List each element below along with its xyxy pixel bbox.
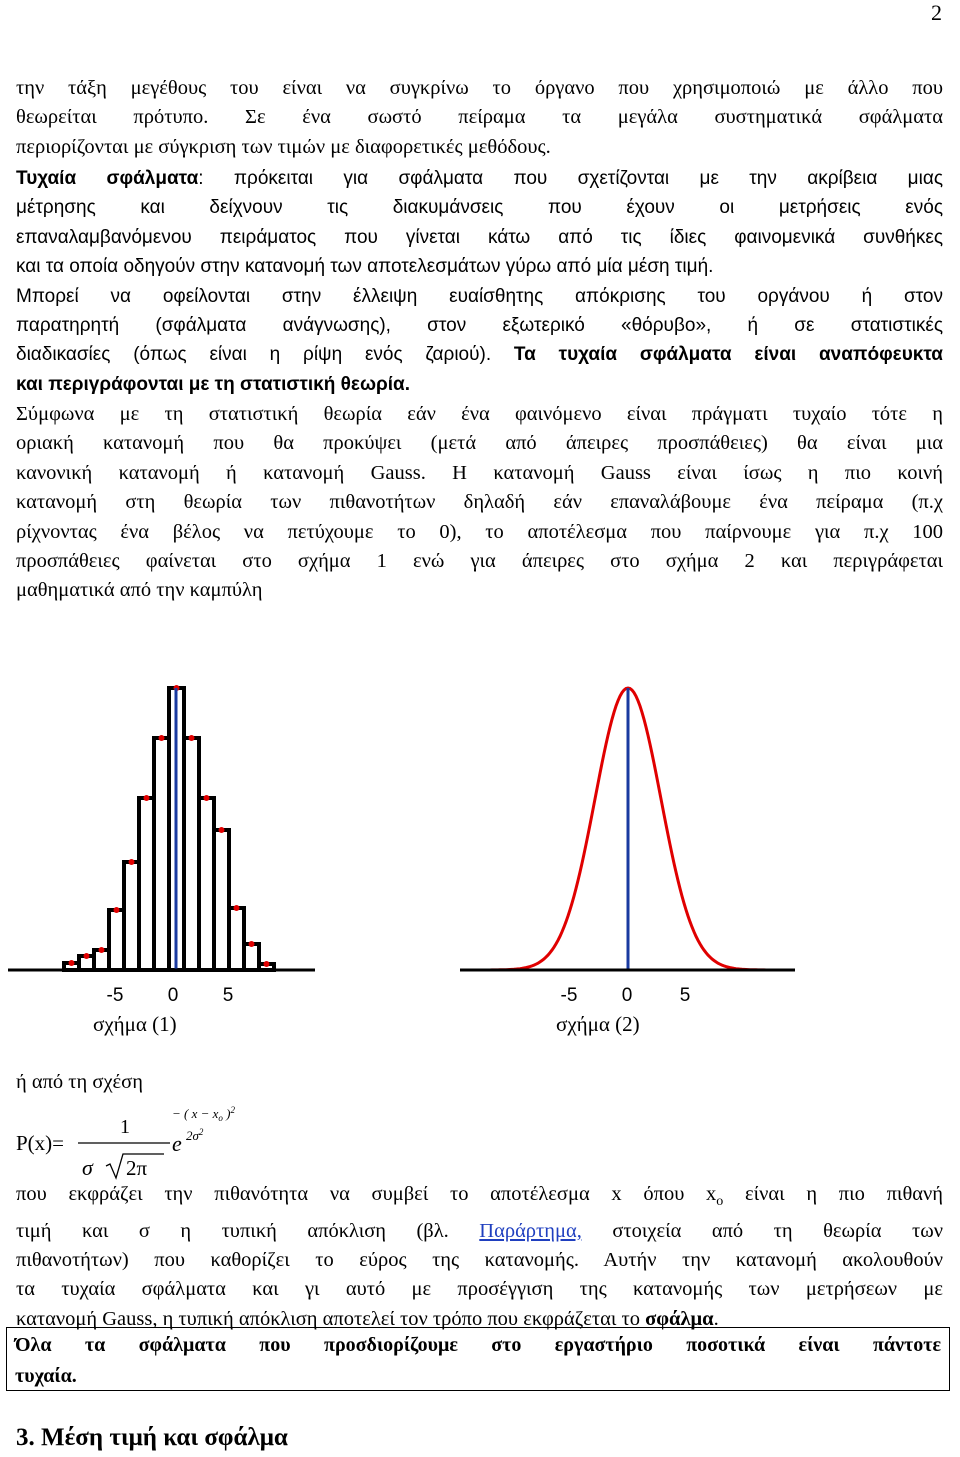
sample-dot xyxy=(189,735,195,741)
histogram-bar xyxy=(229,908,244,970)
text-line: κατανομή Gauss, η τυπική απόκλιση αποτελεί τον τρόπο που εκφράζεται το σφάλμα. xyxy=(16,1307,719,1330)
text-line: κατανομή στη θεωρία των πιθανοτήτων δηλαδή εάν επαναλάβουμε ένα πείραμα (π.χ xyxy=(16,491,943,514)
histogram-bars xyxy=(64,685,274,970)
formula-root: 2π xyxy=(126,1156,148,1180)
tick-label: 5 xyxy=(222,985,234,1006)
sample-dot xyxy=(219,827,225,833)
sample-dot xyxy=(129,859,135,865)
exponent-denominator: $2\sigma^2$ xyxy=(186,1127,204,1143)
histogram-bar xyxy=(139,798,154,970)
tick-label: -5 xyxy=(106,985,124,1006)
page-number: 2 xyxy=(931,0,942,25)
formula-sigma: σ xyxy=(82,1155,93,1180)
histogram-bar xyxy=(154,738,169,970)
text-line: μαθηματικά από την καμπύλη xyxy=(16,579,263,602)
text-line: περιορίζονται με σύγκριση των τιμών με διαφορετικές μεθόδους. xyxy=(16,135,551,158)
text-line: και τα οποία οδηγούν στην κατανομή των αποτελεσμάτων γύρω από μία μέση τιμή. xyxy=(16,256,714,278)
text-line: επαναλαμβανόμενου πειράματος που γίνεται κάτω από τις ίδιες φαινομενικά συνθήκες xyxy=(16,226,943,248)
text-line: Μπορεί να οφείλονται στην έλλειψη ευαίσθητης απόκρισης του οργάνου ή στον xyxy=(16,285,943,307)
formula-intro: ή από τη σχέση xyxy=(16,1071,143,1093)
text-line: οριακή κατανομή που θα προκύψει (μετά από άπειρες προσπάθειες) θα είναι μια xyxy=(16,432,943,455)
section-heading: 3. Μέση τιμή και σφάλμα xyxy=(16,1424,288,1451)
sample-dot xyxy=(249,941,255,947)
paragraph-systematic-end xyxy=(16,74,943,162)
histogram-bar xyxy=(124,862,139,970)
histogram-bar xyxy=(109,910,124,970)
histogram-bar xyxy=(199,798,214,970)
text-line: και περιγράφονται με τη στατιστική θεωρία. xyxy=(16,373,410,395)
text-line: ρίχνοντας ένα βέλος να πετύχουμε το 0), το αποτέλεσμα που παίρνουμε για π.χ 100 xyxy=(16,520,943,543)
sample-dot xyxy=(69,960,75,966)
formula-lhs: P(x)= xyxy=(16,1131,65,1155)
histogram-bar xyxy=(214,830,229,970)
tick-label: -5 xyxy=(560,985,578,1006)
paragraph-random-errors xyxy=(16,164,943,399)
text-line: την τάξη μεγέθους του είναι να συγκρίνω το όργανο που χρησιμοποιώ με άλλο που xyxy=(16,77,943,99)
term-random-errors: Τυχαία σφάλματα xyxy=(16,168,199,189)
text-line: διαδικασίες (όπως είναι η ρίψη ενός ζαριού). Τα τυχαία σφάλματα είναι αναπόφευκτα xyxy=(16,344,943,366)
boxed-note xyxy=(6,1327,950,1391)
text-line: μέτρησης και δείχνουν τις διακυμάνσεις που έχουν οι μετρήσεις ενός xyxy=(16,197,943,219)
formula-base: e xyxy=(172,1131,182,1156)
boxed-note-line: τυχαία. xyxy=(15,1365,77,1387)
text-line: τιμή και σ η τυπική απόκλιση (βλ. Παράρτημα, στοιχεία από τη θεωρία των xyxy=(16,1219,943,1242)
tick-label: 0 xyxy=(167,985,179,1006)
paragraph-probability xyxy=(16,1180,943,1334)
formula-numerator: 1 xyxy=(120,1116,130,1138)
text-line: που εκφράζει την πιθανότητα να συμβεί το αποτέλεσμα x όπου $x_o$ είναι η πιο πιθανή xyxy=(16,1183,943,1210)
sample-dot xyxy=(264,961,270,967)
appendix-link[interactable]: Παράρτημα, xyxy=(479,1219,582,1242)
text-line: προσπάθειες φαίνεται στο σχήμα 1 ενώ για άπειρες στο σχήμα 2 και περιγράφεται xyxy=(16,550,943,573)
text-line: Τυχαία σφάλματα: πρόκειται για σφάλματα που σχετίζονται με την ακρίβεια μιας xyxy=(16,168,943,189)
sample-dot xyxy=(234,905,240,911)
tick-label: 0 xyxy=(621,985,633,1006)
sample-dot xyxy=(144,795,150,801)
sample-dot xyxy=(159,735,165,741)
text-line: κανονική κατανομή ή κατανομή Gauss. Η κατανομή Gauss είναι ίσως η πιο κοινή xyxy=(16,461,943,484)
tick-label: 5 xyxy=(679,985,691,1006)
text-line: πιθανοτήτων) που καθορίζει το εύρος της κατανομής. Αυτήν την κατανομή ακολουθούν xyxy=(16,1248,943,1271)
boxed-note-line: Όλα τα σφάλματα που προσδιορίζουμε στο εργαστήριο ποσοτικά είναι πάντοτε xyxy=(15,1334,941,1356)
histogram-bar xyxy=(244,944,259,970)
text-line: θεωρείται πρότυπο. Σε ένα σωστό πείραμα τα μεγάλα συστηματικά σφάλματα xyxy=(16,106,943,129)
text-line: παρατηρητή (σφάλματα ανάγνωσης), στον εξωτερικό «θόρυβο», ή σε στατιστικές xyxy=(16,315,943,337)
figure2-caption: σχήμα (2) xyxy=(556,1012,640,1036)
sample-dot xyxy=(99,947,105,953)
exponent-numerator: − ( $x - x_o$ )$^2$ xyxy=(172,1105,236,1123)
gaussian-formula xyxy=(10,1098,270,1184)
sample-dot xyxy=(204,795,210,801)
paragraph-gauss xyxy=(16,400,943,606)
gaussian-figure xyxy=(455,680,800,1010)
histogram-figure xyxy=(0,680,320,1010)
text-line: Σύμφωνα με τη στατιστική θεωρία εάν ένα φαινόμενο είναι πράγματι τυχαίο τότε η xyxy=(16,403,943,425)
figure1-caption: σχήμα (1) xyxy=(93,1012,177,1036)
sample-dot xyxy=(84,953,90,959)
sample-dot xyxy=(114,907,120,913)
histogram-bar xyxy=(184,738,199,970)
text-line: τα τυχαία σφάλματα και γι αυτό με προσέγγιση της κατανομής των μετρήσεων με xyxy=(16,1278,943,1301)
